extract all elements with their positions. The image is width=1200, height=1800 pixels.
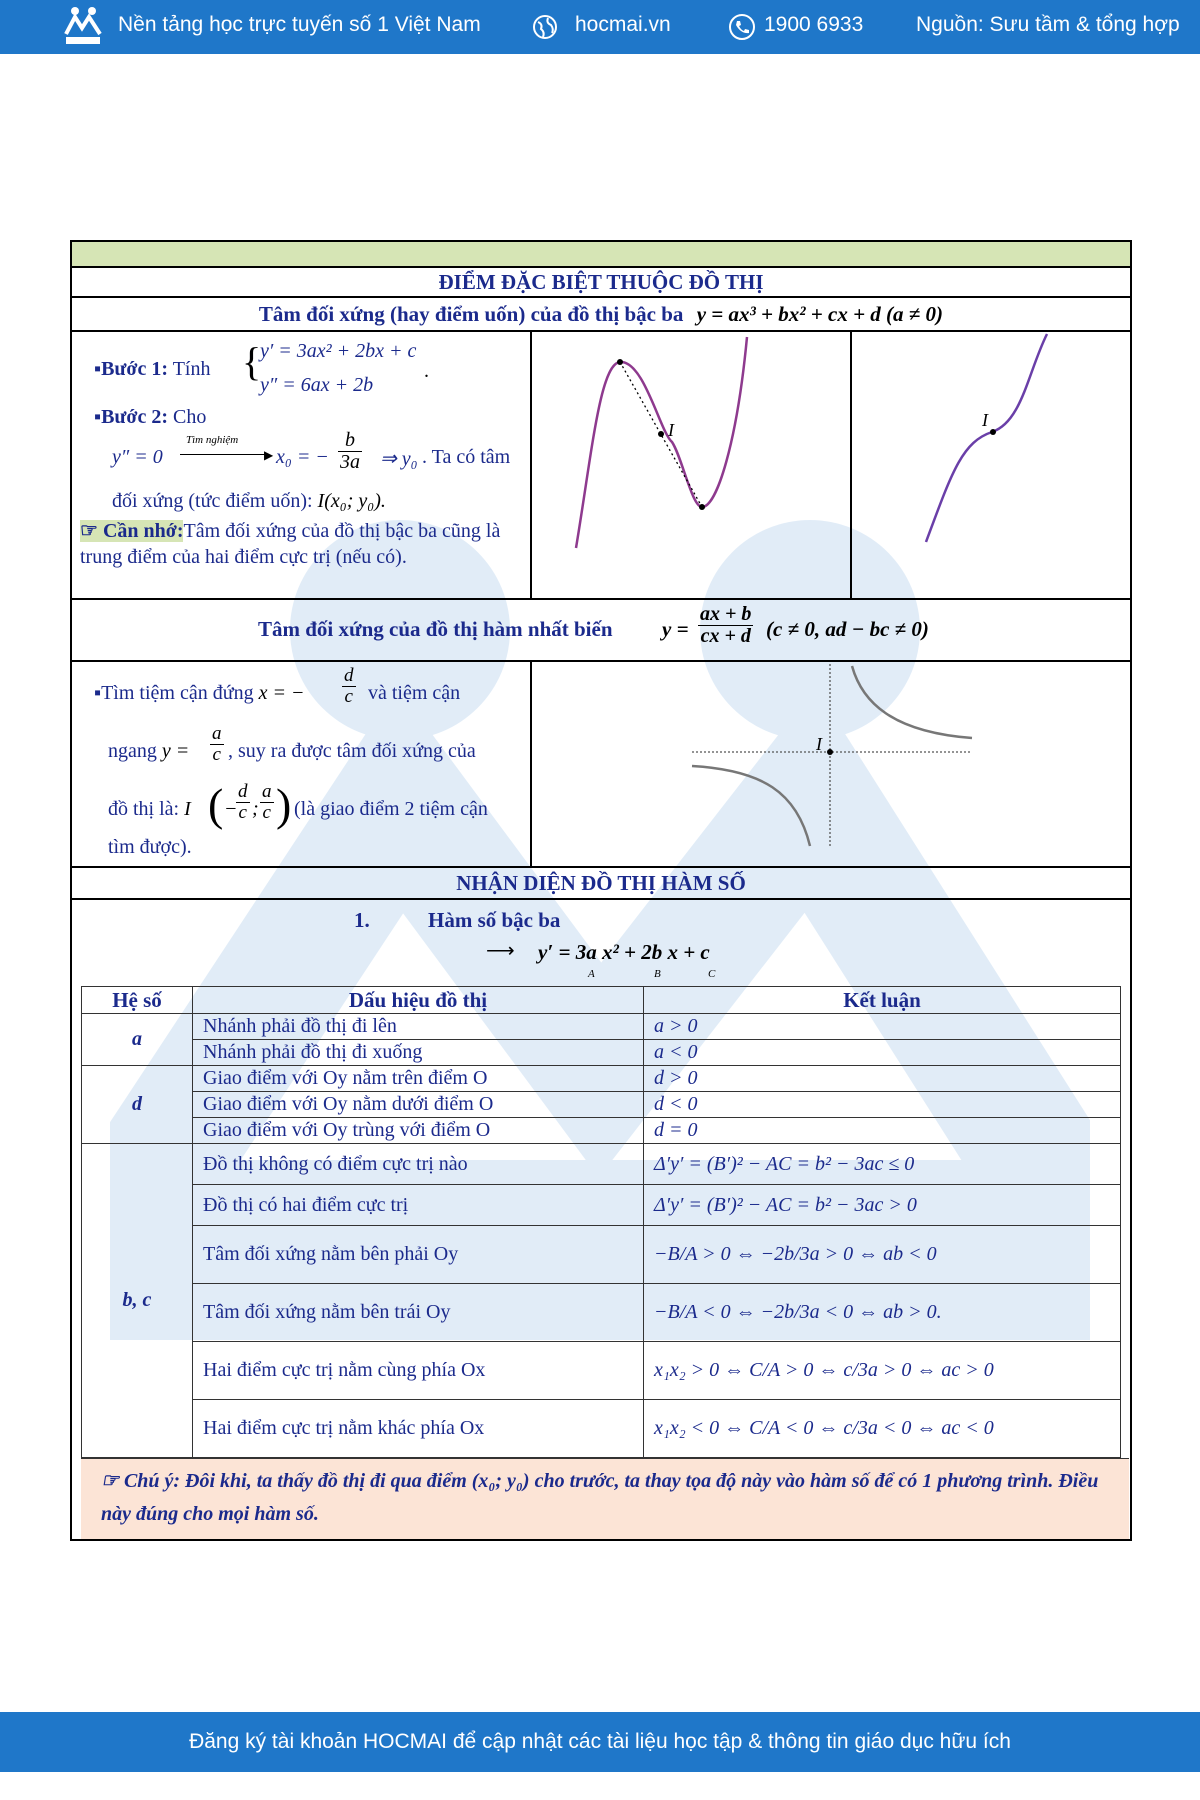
- table-row: [82, 1226, 1121, 1284]
- top-banner: [0, 0, 1200, 54]
- asym-text2: ngang: [108, 740, 157, 762]
- table-row: [82, 1400, 1121, 1458]
- table-row: [82, 1118, 1121, 1144]
- header-coef: Hệ số: [82, 987, 193, 1014]
- header-sign: Dấu hiệu đồ thị: [193, 987, 644, 1014]
- cubic-section: [72, 332, 1130, 600]
- table-row: [82, 1040, 1121, 1066]
- step1-eq1: y′ = 3ax² + 2bx + c: [260, 340, 417, 362]
- hotline-text[interactable]: 1900 6933: [764, 13, 864, 36]
- label-I-hyperbola: I: [816, 734, 822, 754]
- step1-text: Tính: [172, 358, 211, 380]
- sign-cell: Giao điểm với Oy nằm dưới điểm O: [193, 1092, 644, 1118]
- under-A: A: [588, 968, 595, 980]
- table-header-row: [82, 987, 1121, 1014]
- sign-cell: Đồ thị không có điểm cực trị nào: [193, 1144, 644, 1185]
- step2-text: Cho: [173, 406, 207, 428]
- rational-condition: (c ≠ 0, ad − bc ≠ 0): [766, 617, 929, 641]
- content-table: [70, 240, 1132, 1541]
- conclusion-cell: x₁x₂ < 0 ⇔ C/A < 0 ⇔ c/3a < 0 ⇔ ac < 0: [644, 1400, 1121, 1458]
- conclusion-cell: −B/A < 0 ⇔ −2b/3a < 0 ⇔ ab > 0.: [644, 1284, 1121, 1342]
- step2-after: . Ta có tâm: [422, 446, 511, 468]
- step2-point: I(x₀; y₀).: [317, 490, 386, 512]
- asym-text4: tìm được).: [108, 836, 192, 858]
- sign-cell: Nhánh phải đồ thị đi lên: [193, 1014, 644, 1040]
- remember-note: [80, 518, 510, 570]
- sign-table: [81, 986, 1121, 1458]
- conclusion-cell: d = 0: [644, 1118, 1121, 1144]
- step2-line2: đối xứng (tức điểm uốn):: [112, 490, 313, 512]
- sign-cell: Hai điểm cực trị nằm cùng phía Ox: [193, 1342, 644, 1400]
- hyperbola-graph: [532, 662, 1128, 866]
- label-I-cubic: I: [668, 420, 674, 440]
- note-icon: ☞: [101, 1470, 124, 1492]
- step1-eq2: y″ = 6ax + 2b: [260, 374, 374, 396]
- website-link[interactable]: hocmai.vn: [575, 13, 671, 36]
- cubic-heading-text: Tâm đối xứng (hay điểm uốn) của đồ thị bậc ba: [258, 302, 684, 326]
- remember-label: ☞ Cần nhớ:: [80, 520, 184, 542]
- identify-section: [72, 900, 1130, 1539]
- table-row: [82, 1342, 1121, 1400]
- asym-text2b: , suy ra được tâm đối xứng của: [228, 740, 476, 762]
- sign-cell: Đồ thị có hai điểm cực trị: [193, 1185, 644, 1226]
- conclusion-cell: a < 0: [644, 1040, 1121, 1066]
- asymptote-section: [72, 662, 1130, 868]
- sign-cell: Tâm đối xứng nằm bên trái Oy: [193, 1284, 644, 1342]
- conclusion-cell: d > 0: [644, 1066, 1121, 1092]
- section-title: Hàm số bậc ba: [428, 908, 561, 932]
- sign-cell: Hai điểm cực trị nằm khác phía Ox: [193, 1400, 644, 1458]
- header-strip: [72, 242, 1130, 268]
- rational-heading-text: Tâm đối xứng của đồ thị hàm nhất biến: [258, 617, 613, 641]
- remember-text: Tâm đối xứng của đồ thị bậc ba cũng là trung điểm của hai điểm cực trị (nếu có).: [80, 520, 501, 568]
- conclusion-cell: x₁x₂ > 0 ⇔ C/A > 0 ⇔ c/3a > 0 ⇔ ac > 0: [644, 1342, 1121, 1400]
- globe-icon: [532, 14, 558, 40]
- coef-a: a: [82, 1014, 193, 1066]
- conclusion-cell: Δ′y′ = (B′)² − AC = b² − 3ac > 0: [644, 1185, 1121, 1226]
- note-text: Chú ý: Đôi khi, ta thấy đồ thị đi qua điểm (x₀; y₀) cho trước, ta thay tọa độ này vào hàm số để có 1 phương trình. Điều này đúng cho mọi hàm số.: [101, 1470, 1099, 1525]
- sign-cell: Nhánh phải đồ thị đi xuống: [193, 1040, 644, 1066]
- table-row: [82, 1284, 1121, 1342]
- source-text: Nguồn: Sưu tầm & tổng hợp: [916, 13, 1180, 36]
- header-conclusion: Kết luận: [644, 987, 1121, 1014]
- asym-text1: Tìm tiệm cận đứng: [101, 682, 254, 704]
- asym-text3: đồ thị là:: [108, 798, 180, 820]
- arrow-label: Tìm nghiệm: [186, 434, 239, 446]
- monotonic-cubic-graph: [852, 332, 1130, 598]
- asymptote-text: ▪Tìm tiệm cận đứng x = − $\frac{d}{c}$ và tiệm cận ngang y = $\frac{a}{c}$ , suy ra được tâm đối xứng của đồ thị là: I ( − $\frac{d}{c}$ ; $\frac{a}{c}$ ) (là giao điểm 2 tiệm cận tìm được).: [72, 662, 532, 866]
- cubic-steps: ▪Bước 1: Tính { y′ = 3ax² + 2bx + c y″ = 6ax + 2b . ▪Bước 2: Cho y″ = 0 Tìm nghiệm ▶ x₀ = − $\frac{b}{3a}$ ⇒ y₀ . Ta có tâm đối xứng (tức điểm uốn): I(x₀; y₀). ☞ Cần nhớ:Tâm đối xứng của đồ thị bậc ba cũng là trung điểm của hai điểm cực trị (nếu có).: [72, 332, 532, 598]
- hocmai-logo: [62, 4, 108, 46]
- identify-heading: NHẬN DIỆN ĐỒ THỊ HÀM SỐ: [72, 868, 1130, 900]
- cubic-heading: [72, 298, 1130, 332]
- section-title-row: [72, 900, 1130, 936]
- table-row: [82, 1144, 1121, 1185]
- coef-bc: b, c: [82, 1144, 193, 1458]
- page-title: ĐIỂM ĐẶC BIỆT THUỘC ĐỒ THỊ: [72, 268, 1130, 298]
- under-B: B: [654, 968, 661, 980]
- step1-label: Bước 1:: [101, 358, 169, 380]
- phone-icon: [728, 13, 756, 41]
- conclusion-cell: a > 0: [644, 1014, 1121, 1040]
- cubic-graph-no-extrema: [852, 332, 1130, 598]
- note-box: [81, 1458, 1129, 1539]
- rational-heading: Tâm đối xứng của đồ thị hàm nhất biến y = $\frac{ax + b}{cx + d}$ (c ≠ 0, ad − bc ≠ 0): [72, 600, 1130, 662]
- slogan-text: Nền tảng học trực tuyến số 1 Việt Nam: [118, 13, 481, 36]
- asym-text3b: (là giao điểm 2 tiệm cận: [294, 798, 488, 820]
- sign-cell: Giao điểm với Oy trùng với điểm O: [193, 1118, 644, 1144]
- cubic-graph-two-extrema: [532, 332, 852, 598]
- table-row: [82, 1185, 1121, 1226]
- conclusion-cell: Δ′y′ = (B′)² − AC = b² − 3ac ≤ 0: [644, 1144, 1121, 1185]
- under-C: C: [708, 968, 716, 980]
- step2-label: Bước 2:: [101, 406, 169, 428]
- sign-cell: Giao điểm với Oy nằm trên điểm O: [193, 1066, 644, 1092]
- derivative-row: ⟶ y′ = 3a x² + 2b x + c A B C: [486, 940, 716, 980]
- footer-banner[interactable]: Đăng ký tài khoản HOCMAI để cập nhật các tài liệu học tập & thông tin giáo dục hữu ích: [0, 1712, 1200, 1772]
- table-row: [82, 1092, 1121, 1118]
- conclusion-cell: −B/A > 0 ⇔ −2b/3a > 0 ⇔ ab < 0: [644, 1226, 1121, 1284]
- step2-equation: y″ = 0 Tìm nghiệm ▶ x₀ = − $\frac{b}{3a}$ ⇒ y₀ . Ta có tâm: [112, 429, 511, 473]
- coef-d: d: [82, 1066, 193, 1144]
- derivative: y′ = 3a x² + 2b x + c: [538, 940, 710, 964]
- table-row: [82, 1066, 1121, 1092]
- asym-text1b: và tiệm cận: [368, 682, 461, 704]
- cubic-curve-graph: [532, 332, 850, 598]
- sign-cell: Tâm đối xứng nằm bên phải Oy: [193, 1226, 644, 1284]
- hyperbola-graph-cell: [532, 662, 1128, 866]
- section-number: 1.: [354, 908, 370, 932]
- brace: {: [242, 339, 262, 384]
- label-I-monotonic: I: [982, 410, 988, 430]
- conclusion-cell: d < 0: [644, 1092, 1121, 1118]
- cubic-formula: y = ax³ + bx² + cx + d (a ≠ 0): [696, 302, 944, 326]
- table-row: [82, 1014, 1121, 1040]
